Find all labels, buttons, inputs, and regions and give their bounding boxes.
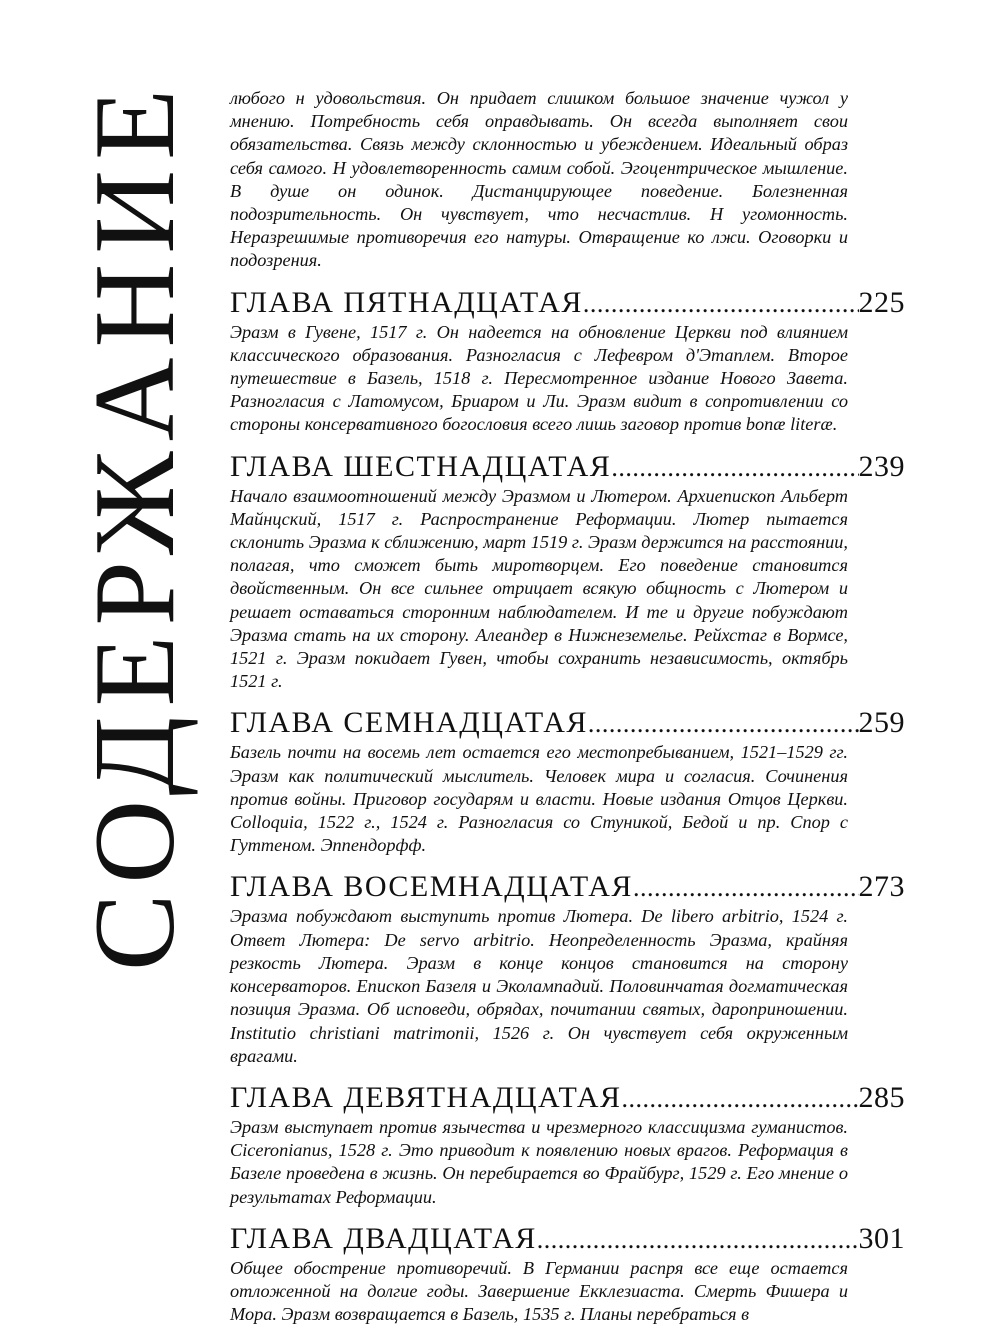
chapter-heading[interactable] (230, 871, 905, 904)
chapter-heading[interactable] (230, 1223, 905, 1256)
chapter-page-number: 239 (858, 449, 905, 483)
chapter-summary: Общее обострение противоречий. В Германии распря все еще остается отложенной на долгие годы. Завершение Екклезиаста. Смерть Фишера и Мора. Эразм возвращается в Базель, 1535 г. Планы перебраться в (230, 1257, 848, 1325)
page-title-text: СОДЕРЖАНИЕ (71, 79, 199, 971)
dot-leader (633, 872, 859, 904)
chapter-page-number: 225 (858, 285, 905, 319)
chapter-title: ГЛАВА ВОСЕМНАДЦАТАЯ (230, 870, 633, 904)
chapter-page-number: 259 (858, 706, 905, 740)
chapter-heading[interactable] (230, 707, 905, 740)
dot-leader (588, 708, 859, 740)
chapter-title: ГЛАВА ДЕВЯТНАДЦАТАЯ (230, 1080, 622, 1114)
chapter-summary: Эразм выступает против язычества и чрезмерного классицизма гуманистов. Ciceronianus, 1528 г. Это приводит к появлению новых врагов. Реформация в Базеле проведена в жизнь. Он перебирается во Фрайбург, 1529 г. Его мнение о результатах Реформации. (230, 1116, 848, 1207)
chapter-entry-15 (230, 287, 905, 437)
dot-leader (622, 1083, 859, 1115)
chapter-title: ГЛАВА СЕМНАДЦАТАЯ (230, 706, 588, 740)
intro-paragraph: любого н удовольствия. Он придает слишком большое значение чужол у мнению. Потребность себя оправдывать. Он всегда выполняет свои обязательства. Связь между склонностью и убеждением. Идеальный образ себя самого. Н удовлетворенность самим собой. Эгоцентрическое мышление. В душе он одинок. Дистанцирующее поведение. Болезненная подозрительность. Он чувствует, что несчастлив. Н угомонность. Неразрешимые противоречия его натуры. Отвращение ко лжи. Оговорки и подозрения. (230, 88, 848, 271)
table-of-contents (230, 87, 905, 1326)
chapter-heading[interactable] (230, 287, 905, 320)
chapter-title: ГЛАВА ДВАДЦАТАЯ (230, 1221, 537, 1255)
chapter-summary: Базель почти на восемь лет остается его местопребыванием, 1521–1529 гг. Эразм как политический мыслитель. Человек мира и согласия. Сочинения против войны. Приговор государям и власти. Новые издания Отцов Церкви. Colloquia, 1522 г., 1524 г. Разногласия со Стуникой, Бедой и пр. Спор с Гуттеном. Эппендорфф. (230, 742, 848, 856)
chapter-page-number: 285 (858, 1080, 905, 1114)
dot-leader (537, 1224, 859, 1256)
chapter-summary: Эразма побуждают выступить против Лютера. De libero arbitrio, 1524 г. Ответ Лютера: De servo arbitrio. Неопределенность Эразма, крайняя резкость Лютера. Эразм в конце концов становится на сторону консерваторов. Епископ Базеля и Эколампадий. Половинчатая догматическая позиция Эразма. Об исповеди, обрядах, почитании святых, дароприношении. Institutio christiani matrimonii, 1526 г. Он чувствует себя окруженным врагами. (230, 906, 848, 1066)
chapter-summary: Начало взаимоотношений между Эразмом и Лютером. Архиепископ Альберт Майнцский, 1517 г. Распространение Реформации. Лютер пытается склонить Эразма к сближению, март 1519 г. Эразм держится на расстоянии, полагая, что сможет быть миротворцем. Его поведение становится двойственным. Он все сильнее отрицает всякую общность с Лютером и решает оставаться сторонним наблюдателем. И те и другие побуждают Эразма стать на их сторону. Алеандер в Нижнеземелье. Рейхстаг в Вормсе, 1521 г. Эразм покидает Гувен, чтобы сохранить независимость, октябрь 1521 г. (230, 485, 848, 692)
chapter-heading[interactable] (230, 451, 905, 484)
chapter-summary: Эразм в Гувене, 1517 г. Он надеется на обновление Церкви под влиянием классического образования. Разногласия с Лефевром д'Этаплем. Второе путешествие в Базель, 1518 г. Пересмотренное издание Нового Завета. Разногласия с Латомусом, Бриаром и Ли. Эразм видит в сопротивлении со стороны консервативного богословия всего лишь заговор против bonæ literæ. (230, 321, 848, 435)
chapter-entry-20 (230, 1223, 905, 1326)
dot-leader (583, 288, 859, 320)
page-title (70, 79, 200, 971)
chapter-page-number: 273 (858, 870, 905, 904)
chapter-title: ГЛАВА ШЕСТНАДЦАТАЯ (230, 449, 612, 483)
chapter-entry-16 (230, 451, 905, 694)
dot-leader (611, 452, 858, 484)
chapter-entry-18 (230, 871, 905, 1067)
chapter-page-number: 301 (858, 1221, 905, 1255)
chapter-entry-19 (230, 1082, 905, 1209)
chapter-title: ГЛАВА ПЯТНАДЦАТАЯ (230, 285, 583, 319)
chapter-heading[interactable] (230, 1082, 905, 1115)
chapter-entry-17 (230, 707, 905, 857)
